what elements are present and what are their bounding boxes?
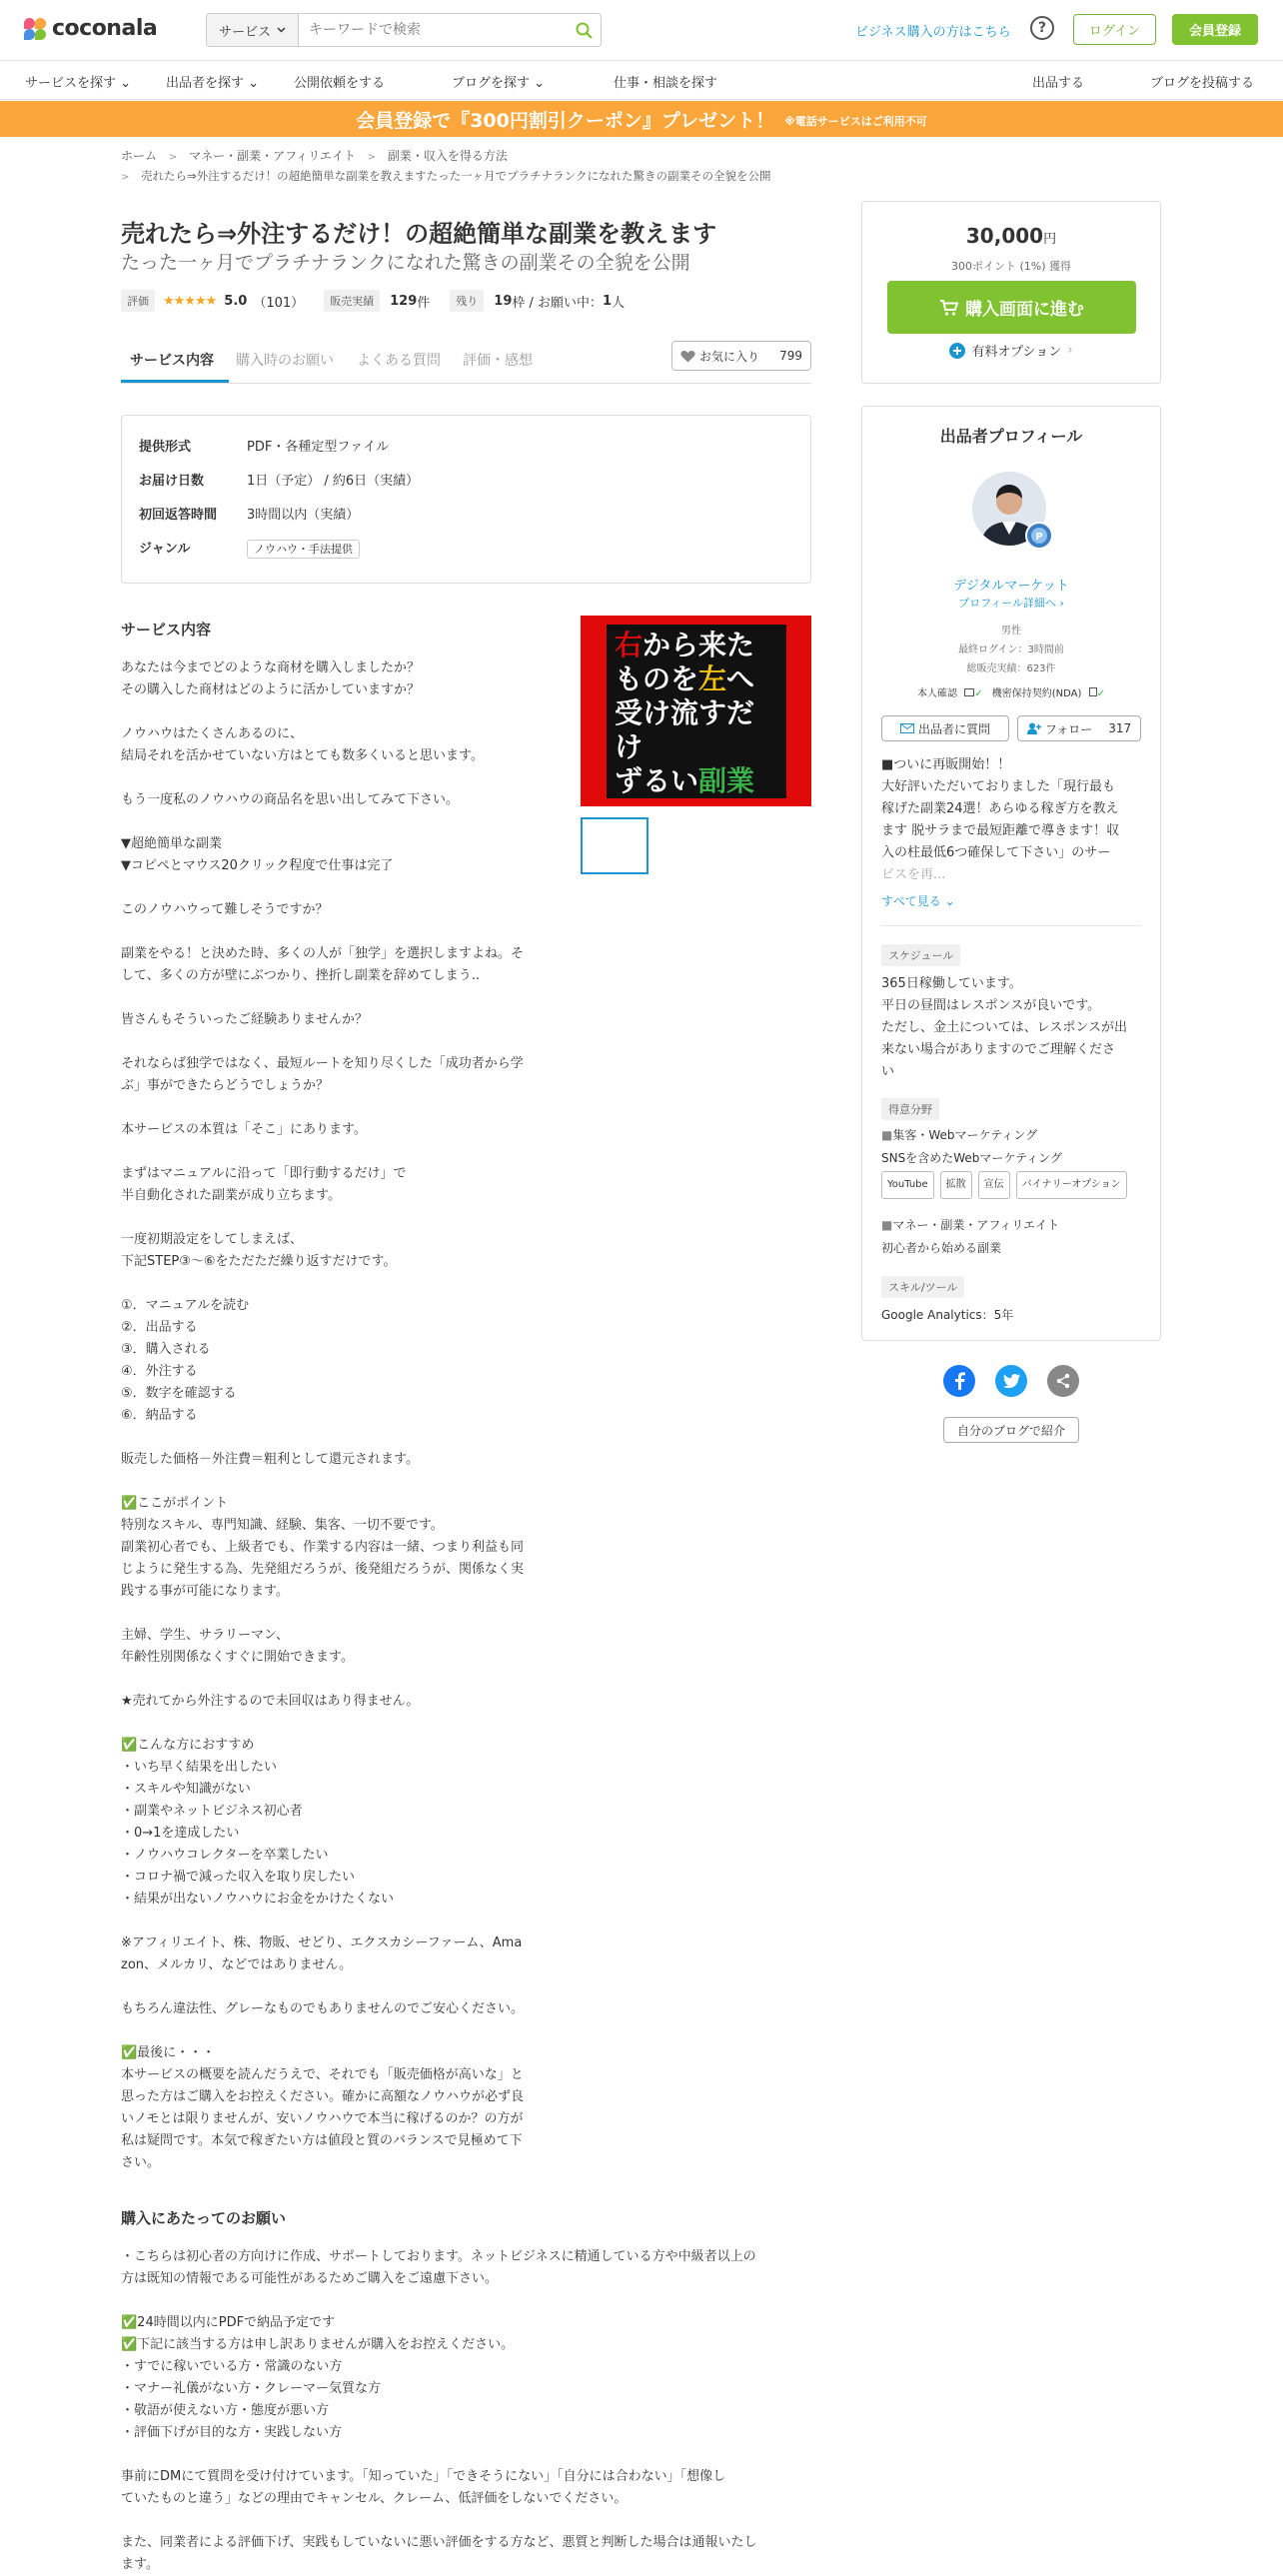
content-line: ▼コピペとマウス20クリック程度で仕事は完了 (121, 858, 394, 873)
skill-tools-label: スキル/ツール (881, 1276, 964, 1298)
content-line: あなたは今までどのような商材を購入しましたか？ (121, 660, 421, 675)
seller-total-sales: 総販売実績：623件 (966, 663, 1056, 674)
business-purchase-link[interactable]: ビジネス購入の方はこちら (855, 25, 1011, 40)
spec-key: 提供形式 (139, 440, 192, 455)
price (862, 224, 1160, 248)
content-line: じように発生する為、先発組だろうが、後発組だろうが、関係なく実 (121, 1562, 525, 1577)
see-all-link[interactable]: すべて見る ⌄ (881, 894, 955, 908)
remaining-label: 残り (450, 290, 484, 312)
request-line: ✅24時間以内にPDFで納品予定です (121, 2315, 336, 2330)
specialty-1-tags (881, 1171, 1133, 1199)
content-line: その購入した商材はどのように活かしていますか？ (121, 682, 421, 697)
heart-icon (680, 350, 695, 363)
specialty-tag[interactable]: バイナリーオプション (1016, 1171, 1127, 1199)
content-line: ✅こんな方におすすめ (121, 1738, 255, 1753)
register-button[interactable]: 会員登録 (1172, 14, 1258, 45)
intro-line: 入の柱最低6つ確保して下さい」のサー (881, 845, 1111, 860)
nav-public-request[interactable]: 公開依頼をする (294, 76, 386, 91)
seller-profile-box (861, 406, 1161, 1341)
thumbnail-text (607, 625, 786, 798)
tab-service-content[interactable]: サービス内容 (130, 353, 214, 369)
specialty-1 (881, 1124, 1037, 1146)
share-button[interactable] (1047, 1365, 1079, 1397)
thumbnail-segment: 左 (698, 662, 727, 695)
content-line (121, 701, 581, 723)
search-category-select[interactable] (207, 14, 299, 46)
content-line: ・結果が出ないノウハウにお金をかけたくない (121, 1892, 395, 1907)
spec-key: 初回返答時間 (139, 508, 218, 523)
profile-heading: 出品者プロフィール (939, 427, 1083, 446)
content-line: さい。 (121, 2155, 161, 2170)
buy-button-label: 購入画面に進む (965, 300, 1084, 320)
tab-faq[interactable]: よくある質問 (357, 353, 441, 369)
specialty-2-sub: 初心者から始める副業 (881, 1241, 1002, 1255)
promo-banner[interactable] (0, 101, 1283, 137)
top-header (0, 0, 1283, 60)
content-line: 下記STEP③～⑥をただただ繰り返すだけです。 (121, 1254, 397, 1269)
content-line: いノモとは限りませんが、安いノウハウで本当に稼げるのか？の方が (121, 2111, 524, 2126)
content-line: ※アフィリエイト、株、物販、せどり、エクスカシーファーム、Ama (121, 1935, 523, 1950)
content-line (121, 1427, 581, 1449)
tab-purchase-request[interactable]: 購入時のお願い (236, 353, 334, 369)
spec-value: 3時間以内（実績） (247, 508, 360, 523)
request-line: 事前にDMにて質問を受け付けています。「知っていた」「できそうにない」「自分には合わない」「想像し (121, 2469, 726, 2484)
facebook-share-button[interactable] (943, 1365, 975, 1397)
price-unit: 円 (1043, 232, 1057, 247)
content-line: ★売れてから外注するので未回収はあり得ません。 (121, 1694, 420, 1709)
breadcrumb-current: 売れたら⇒外注するだけ！の超絶簡単な副業を教えますたった一ヶ月でプラチナランクになれた驚きの副業その全貌を公開 (141, 169, 771, 183)
profile-divider (881, 925, 1141, 926)
service-tabs (121, 338, 811, 384)
logo-mark-icon (24, 18, 46, 40)
plus-circle-icon (949, 343, 965, 359)
content-line: ・いち早く結果を出したい (121, 1760, 278, 1775)
content-body (121, 657, 581, 2174)
search-category-label: サービス (218, 24, 271, 40)
request-line (121, 2510, 820, 2532)
schedule-line: ただし、金土については、レスポンスが出 (881, 1020, 1127, 1035)
service-stats (121, 290, 625, 312)
content-line: 年齢性別関係なくすぐに開始できます。 (121, 1650, 354, 1665)
content-line (121, 1273, 581, 1295)
content-line: ⑥．納品する (121, 1408, 198, 1423)
content-line: もちろん違法性、グレーなものでもありませんのでご安心ください。 (121, 2001, 525, 2016)
schedule-line: 365日稼働しています。 (881, 976, 1022, 991)
follower-count: 317 (1108, 721, 1132, 735)
logo-text: coconala (52, 16, 158, 41)
content-line (121, 877, 581, 899)
bullet-square-icon: ■ (881, 1128, 893, 1142)
search-button[interactable] (567, 14, 601, 46)
chevron-right-icon: › (1059, 597, 1064, 610)
svg-text:P: P (1035, 532, 1043, 543)
nav-find-services[interactable]: サービスを探す ⌄ (25, 76, 132, 91)
spec-row-genre (139, 538, 360, 557)
nav-find-blogs[interactable]: ブログを探す ⌄ (452, 76, 546, 91)
specialty-1-label: 集客・Webマーケティング (892, 1128, 1038, 1142)
content-line (121, 767, 581, 789)
content-line: もう一度私のノウハウの商品名を思い出してみて下さい。 (121, 792, 460, 807)
content-line: ・ノウハウコレクターを卒業したい (121, 1848, 329, 1863)
facebook-icon (952, 1372, 966, 1390)
specialty-2-label: マネー・副業・アフィリエイト (892, 1218, 1060, 1232)
breadcrumb-separator: > (367, 152, 377, 163)
chevron-down-icon (277, 27, 286, 33)
content-section-title: サービス内容 (121, 621, 212, 639)
content-line (121, 1097, 581, 1119)
nav-find-sellers[interactable]: 出品者を探す ⌄ (166, 76, 260, 91)
schedule-line: い (881, 1064, 895, 1079)
request-line: ✅下記に該当する方は申し訳ありませんが購入をお控えください。 (121, 2337, 515, 2352)
specialty-label: 得意分野 (881, 1098, 939, 1120)
content-line: ・コロナ禍で減った収入を取り戻したい (121, 1870, 356, 1885)
seller-intro (881, 754, 1119, 886)
spec-row-delivery (139, 470, 419, 489)
content-line: ③．購入される (121, 1342, 211, 1357)
thumbnail-segment: 副業 (698, 764, 755, 797)
spec-key: お届け日数 (139, 474, 205, 489)
favorite-count: 799 (779, 349, 802, 363)
twitter-share-button[interactable] (995, 1365, 1027, 1397)
content-line: それならば独学ではなく、最短ルートを知り尽くした「成功者から学 (121, 1056, 524, 1071)
schedule-text (881, 973, 1127, 1083)
content-line (121, 1713, 581, 1735)
thumbnail-line (615, 662, 786, 696)
content-line: 践する事が可能になります。 (121, 1584, 289, 1599)
breadcrumb-home[interactable]: ホーム (121, 149, 158, 163)
thumbnail-segment: 右 (615, 629, 643, 661)
coconala-logo[interactable] (24, 16, 157, 41)
active-tab-indicator (121, 380, 229, 383)
promo-note: ※電話サービスはご利用不可 (784, 115, 927, 128)
check-icon: ✓ (974, 688, 983, 699)
rating-label: 評価 (121, 290, 155, 312)
nav-find-jobs[interactable]: 仕事・相談を探す (614, 76, 718, 91)
content-line: 本サービスの本質は「そこ」にあります。 (121, 1122, 367, 1137)
intro-line: 大好評いただいておりました「現行最も (881, 779, 1116, 794)
thumbnail-line (615, 696, 786, 730)
nda-label: 機密保持契約(NDA) (991, 688, 1082, 699)
content-line: ✅最後に・・・ (121, 2045, 216, 2060)
specialty-tag[interactable]: 拡散 (940, 1171, 972, 1199)
specialty-tag[interactable]: YouTube (881, 1171, 934, 1199)
see-all-label: すべて見る (881, 894, 941, 908)
search-input[interactable] (299, 14, 567, 46)
share-icon (1055, 1373, 1071, 1389)
intro-line: ■ついに再販開始！！ (881, 757, 1011, 772)
content-line: ②．出品する (121, 1320, 198, 1335)
request-line: ・すでに稼いでいる方・常識のない方 (121, 2359, 343, 2374)
spec-value: PDF・各種定型ファイル (247, 440, 390, 455)
content-line (121, 1207, 581, 1229)
content-line: 本サービスの概要を読んだうえで、それでも「販売価格が高いな」と (121, 2067, 524, 2082)
profile-detail-link[interactable] (862, 595, 1160, 611)
schedule-line: 来ない場合がありますのでご理解くださ (881, 1042, 1116, 1057)
content-line (121, 1976, 581, 1998)
user-plus-icon (1027, 722, 1041, 734)
document-icon (1089, 687, 1097, 696)
request-line: また、同業者による評価下げ、実践もしていないに悪い評価をする方など、悪質と判断した場合は通報いたし (121, 2535, 757, 2550)
spec-value: 1日（予定） / 約6日（実績） (247, 474, 420, 489)
thumbnail-line (615, 629, 786, 662)
remaining-value: 19 (494, 293, 513, 309)
content-line: まずはマニュアルに沿って「即行動するだけ」で (121, 1166, 407, 1181)
profile-detail-label: プロフィール詳細へ (958, 597, 1056, 610)
specialty-1-sub: SNSを含めたWebマーケティング (881, 1151, 1062, 1165)
specialty-tag[interactable]: 宣伝 (978, 1171, 1010, 1199)
service-title: 売れたら⇒外注するだけ！の超絶簡単な副業を教えます (121, 220, 717, 248)
rating-value: 5.0 (224, 293, 248, 309)
review-count[interactable]: （101） (253, 295, 305, 311)
intro-line: ビスを再... (881, 867, 946, 882)
request-line: ・こちらは初心者の方向けに作成、サポートしております。ネットビジネスに精通している方や中級者以上の (121, 2249, 756, 2264)
service-subtitle: たった一ヶ月でプラチナランクになれた驚きの副業その全貌を公開 (121, 252, 690, 274)
genre-tag[interactable]: ノウハウ・手法提供 (247, 540, 360, 559)
thumbnail-segment: から来た (642, 629, 755, 661)
seller-name[interactable]: デジタルマーケット (953, 579, 1069, 594)
content-line (121, 1669, 581, 1691)
content-line: ▼超絶簡単な副業 (121, 836, 222, 851)
chevron-right-icon: › (1067, 343, 1073, 358)
breadcrumb-separator: > (121, 172, 130, 183)
content-line: 主婦、学生、サラリーマン、 (121, 1628, 289, 1643)
content-line: このノウハウって難しそうですか？ (121, 902, 329, 917)
points-earned: 300ポイント (1%) 獲得 (950, 260, 1072, 273)
requesting-unit: 人 (612, 295, 626, 311)
ask-seller-button[interactable] (881, 715, 1009, 741)
favorite-button[interactable] (671, 341, 811, 371)
content-line: 特別なスキル、専門知識、経験、集客、一切不要です。 (121, 1518, 444, 1533)
search-icon (576, 22, 593, 39)
introduce-on-blog-button[interactable]: 自分のブログで紹介 (943, 1417, 1079, 1443)
content-line (121, 1031, 581, 1053)
request-line: ていたものと違う」などの理由でキャンセル、クレーム、低評価をしないでください。 (121, 2491, 628, 2506)
content-line: 皆さんもそういったご経験ありませんか？ (121, 1012, 369, 1027)
content-line (121, 2020, 581, 2042)
content-line (121, 1911, 581, 1932)
breadcrumb-money[interactable]: マネー・副業・アフィリエイト (189, 149, 356, 163)
request-line: 方は既知の情報である可能性があるためご購入をご遠慮下さい。 (121, 2271, 499, 2286)
sales-label: 販売実績 (324, 290, 380, 312)
content-line (121, 921, 581, 943)
content-line: 思った方はご購入をお控えください。確かに高額なノウハウが必ず良 (121, 2089, 525, 2104)
sales-unit: 件 (417, 295, 431, 311)
content-line: zon、メルカリ、などではありません。 (121, 1957, 353, 1972)
promo-main-text: 会員登録で『300円割引クーポン』プレゼント！ (356, 109, 775, 132)
thumbnail-segment: ずるい (615, 764, 699, 797)
ask-seller-label: 出品者に質問 (917, 721, 990, 736)
price-value: 30,000 (965, 224, 1044, 248)
schedule-line: 平日の昼間はレスポンスが良いです。 (881, 998, 1101, 1013)
nav-post-blog[interactable]: ブログを投稿する (1150, 76, 1255, 91)
follow-label: フォロー (1044, 721, 1093, 736)
login-button[interactable]: ログイン (1073, 14, 1156, 45)
check-icon: ✓ (1096, 688, 1105, 699)
breadcrumb-separator: > (168, 152, 178, 163)
verification-row (862, 684, 1160, 699)
mail-icon (900, 723, 914, 733)
content-line (121, 1141, 581, 1163)
favorite-label: お気に入り (699, 349, 760, 364)
content-line (121, 811, 581, 833)
seller-last-login: 最終ログイン：3時間前 (958, 644, 1064, 655)
help-icon[interactable]: ? (1030, 16, 1054, 40)
skill-tools-value: Google Analytics：5年 (881, 1308, 1014, 1322)
identity-verified-label: 本人確認 (917, 688, 957, 699)
cart-icon (939, 299, 959, 317)
paid-options-label: 有料オプション (971, 345, 1062, 360)
bullet-square-icon: ■ (881, 1218, 893, 1232)
breadcrumb-current-row (121, 168, 770, 184)
specialty-2 (881, 1214, 1059, 1236)
request-line: ・評価下げが目的な方・実践しない方 (121, 2425, 343, 2440)
content-line: 私は疑問です。本気で稼ぎたい方は値段と質のバランスで見極めて下 (121, 2133, 523, 2148)
content-line (121, 1603, 581, 1625)
service-main-image[interactable] (581, 616, 811, 806)
tab-reviews[interactable]: 評価・感想 (463, 353, 533, 369)
content-line: して、多くの方が壁にぶつかり、挫折し副業を辞めてしまう.. (121, 968, 481, 983)
thumbnail-segment: け (615, 730, 643, 763)
request-line: ・敬語が使えない方・態度が悪い方 (121, 2403, 330, 2418)
requesting-count: 1 (603, 293, 613, 309)
remaining-rest: 枠 / お願い中： (512, 295, 604, 311)
intro-line: ます 脱サラまで最短距離で導きます！収 (881, 823, 1120, 838)
content-line: 副業をやる！と決めた時、多くの人が「独学」を選択しますよね。そ (121, 946, 525, 961)
request-line (121, 2290, 820, 2312)
content-line: 副業初心者でも、上級者でも、作業する内容は一緒、つまり利益も同 (121, 1540, 525, 1555)
sales-value: 129 (390, 293, 418, 309)
content-line: ✅ここがポイント (121, 1496, 229, 1511)
buy-button[interactable] (887, 281, 1136, 334)
content-line: ④．外注する (121, 1364, 198, 1379)
request-line (121, 2444, 820, 2466)
global-nav (0, 60, 1283, 100)
request-line: ・マナー礼儀がない方・クレーマー気質な方 (121, 2381, 382, 2396)
content-line: 販売した価格－外注費＝粗利として還元されます。 (121, 1452, 419, 1467)
content-line: ぶ」事ができたらどうでしょうか？ (121, 1078, 330, 1093)
content-line: ①．マニュアルを読む (121, 1298, 250, 1313)
request-section-title: 購入にあたってのお願い (121, 2209, 287, 2227)
content-line: ・スキルや知識がない (121, 1782, 251, 1797)
seller-gender: 男性 (1001, 626, 1021, 637)
purchase-box (861, 201, 1161, 384)
nav-sell[interactable]: 出品する (1032, 76, 1085, 91)
request-body (121, 2246, 820, 2576)
content-line: 結局それを活かせていない方はとても数多くいると思います。 (121, 748, 484, 763)
thumbnail-line (615, 730, 786, 764)
content-line: 一度初期設定をしてしまえば、 (121, 1232, 304, 1247)
breadcrumb-side-income[interactable]: 副業・収入を得る方法 (387, 149, 508, 163)
id-card-icon (964, 688, 974, 696)
platinum-rank-badge-icon (1024, 521, 1054, 551)
spec-key: ジャンル (139, 542, 191, 557)
twitter-icon (1003, 1374, 1020, 1388)
content-line: ⑤．数字を確認する (121, 1386, 237, 1401)
request-line: ます。 (121, 2557, 159, 2572)
service-spec-box (121, 415, 811, 584)
content-line: ・副業やネットビジネス初心者 (121, 1804, 303, 1819)
search-bar (206, 13, 602, 47)
thumbnail-line (615, 764, 786, 798)
schedule-label: スケジュール (881, 944, 960, 966)
thumbnail-segment: へ (726, 662, 755, 695)
thumbnail-segment: ものを (615, 662, 699, 695)
content-line (121, 1471, 581, 1493)
thumbnail-segment: 受け流すだ (615, 696, 755, 729)
intro-line: 稼げた副業24選！あらゆる稼ぎ方を教え (881, 801, 1119, 816)
spec-row-format (139, 436, 389, 455)
paid-options-link[interactable] (862, 341, 1160, 360)
content-line: ノウハウはたくさんあるのに、 (121, 726, 304, 741)
content-line: ・0→1を達成したい (121, 1826, 240, 1841)
thumbnail-selector[interactable] (581, 817, 648, 874)
content-line: 半自動化された副業が成り立ちます。 (121, 1188, 341, 1203)
rating-stars-icon: ★★★★★ (163, 293, 217, 309)
breadcrumb (121, 147, 508, 164)
content-line (121, 987, 581, 1009)
follow-button[interactable] (1017, 715, 1141, 741)
spec-row-response (139, 504, 359, 523)
